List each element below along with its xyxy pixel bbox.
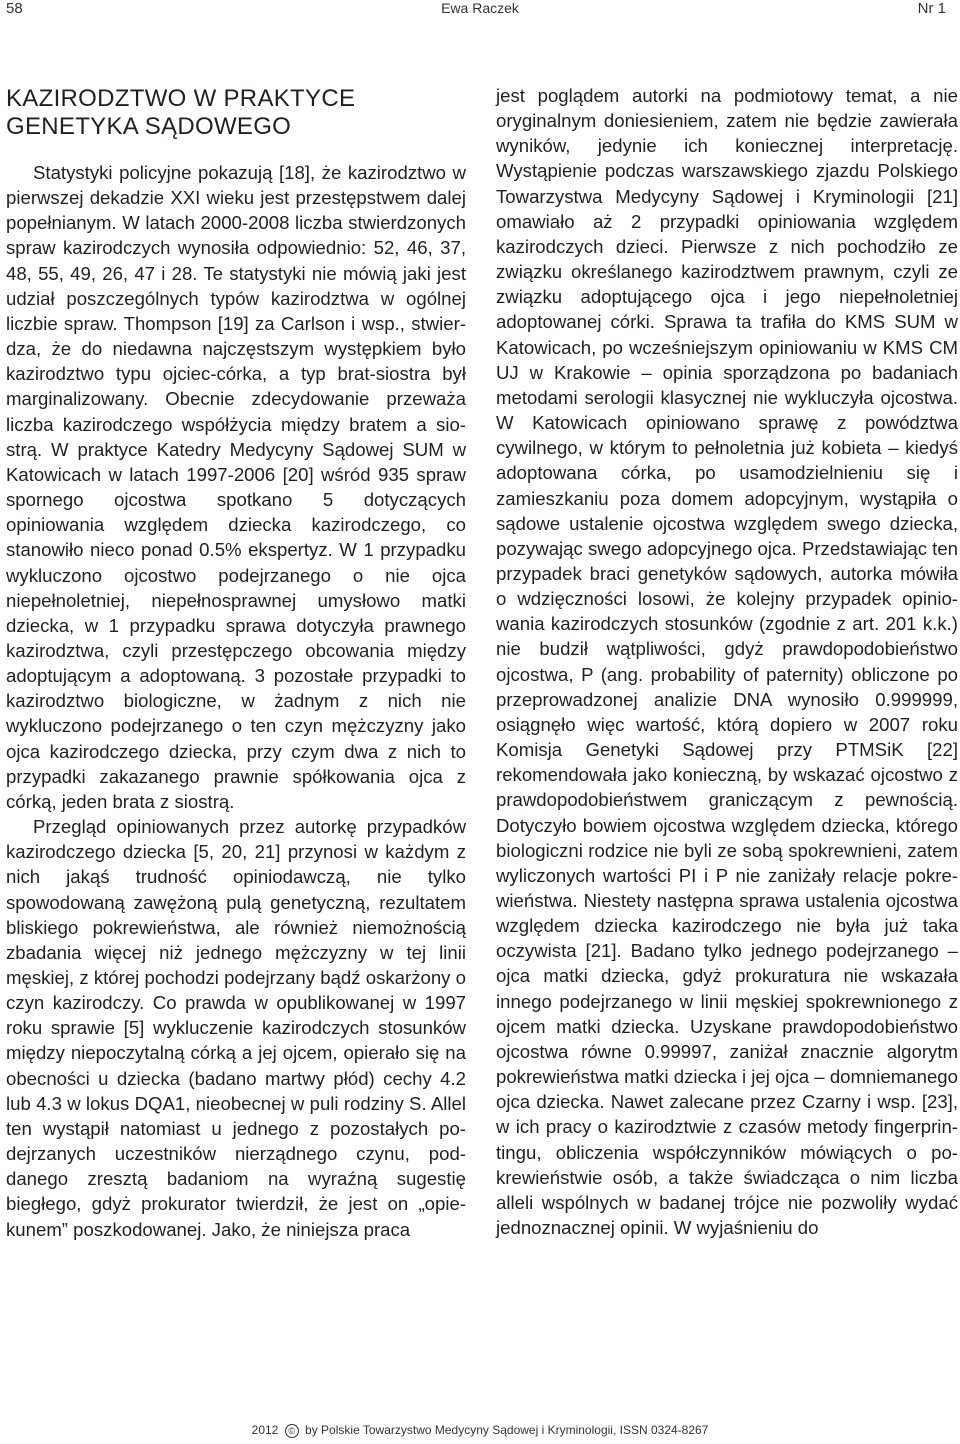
page-number: 58 <box>6 0 23 17</box>
left-column <box>6 85 466 1242</box>
page-header <box>0 0 960 22</box>
right-paragraph-1: jest poglądem autorki na podmiotowy temat, a nie oryginalnym doniesieniem, zatem nie będzie zawierała wyników, jedynie ich koniecznej interpretację. Wystąpienie podczas warszawskiego zjazdu Polskiego Towarzystwa Medycyny Sądowej i Kryminologii [21] omawiało aż 2 przypadki opiniowania względem kazirodczych dzieci. Pierwsze z nich pochodziło ze związku określanego kazirodztwem prawnym, czyli ze związku adoptującego ojca i jego niepełnoletniej adoptowanej córki. Sprawa ta trafiła do KMS SUM w Katowicach, po wcześniejszym opiniowaniu w KMS CM UJ w Krakowie – opinia sporządzona po badaniach metodami serologii klasycznej nie wykluczyła ojcostwa. W Katowicach opiniowano sprawę z powództwa cywilnego, w którym to pełnoletnia już kobieta – kiedyś adoptowana córka, po usamodzielnieniu się i zamieszkaniu poza domem adopcyjnym, wystąpiła o sądowe ustalenie ojcostwa względem swego dziecka, pozywając swego adopcyjnego ojca. Przedstawiając ten przypadek braci genetyków sądowych, autorka mówiła o wdzięczności losowi, że kolejny przypadek opiniowania kazirodczych stosunków (zgodnie z art. 201 k.k.) nie budził wątpliwości, gdyż prawdopodobieństwo ojcostwa, P (ang. probability of paternity) obliczone po przeprowadzonej analizie DNA wynosiło 0.999999, osiągnęło więc wartość, którą dopiero w 2007 roku Komisja Genetyki Sądowej przy PTMSiK [22] rekomendowała jako konieczną, by wskazać ojcostwo z prawdopodobieństwem graniczącym z pewnością. Dotyczyło bowiem ojcostwa względem dziecka, którego biologiczni rodzice nie byli ze sobą spokrewnieni, zatem wyliczonych wartości PI i P nie zaniżały relacje pokrewieństwa. Niestety następna sprawa ustalenia ojcostwa względem dziecka kazirodczego nie była już taka oczywista [21]. Badano tylko jednego podejrzanego – ojca matki dziecka, gdyż prokuratura nie wskazała innego podejrzanego w linii męskiej spokrewnionego z ojcem matki dziecka. Uzyskane prawdopodobieństwo ojcostwa równe 0.99997, zaniżał znacznie algorytm pokrewieństwa matki dziecka i jej ojca – domniemanego ojca dziecka. Nawet zalecane przez Czarny i wsp. [23], w ich pracy o kazirodztwie z czasów metody fingerprintingu, obliczenia współczynników mówiących o pokrewieństwie osób, a także świadcząca o nim liczba alleli wspólnych w badanej trójce nie pozwoliły wydać jednoznacznej opinii. W wyjaśnieniu do <box>496 85 959 1239</box>
left-paragraph-1: Statystyki policyjne pokazują [18], że kazirodztwo w pierwszej dekadzie XXI wieku jest przestępstwem dalej popełnianym. W latach 2000-2008 liczba stwierdzonych spraw kazirodczych wynosiła odpowiednio: 52, 46, 37, 48, 55, 49, 26, 47 i 28. Te statystyki nie mówią jaki jest udział poszczególnych typów kazirodztwa w ogólnej liczbie spraw. Thompson [19] za Carlson i wsp., stwierdza, że do niedawna najczęstszym występkiem było kazirodztwo typu ojciec-córka, a typ brat-siostra był marginalizowany. Obecnie zdecydowanie przeważa liczba kazirodczego współżycia między bratem a siostrą. W praktyce Katedry Medycyny Sądowej SUM w Katowicach w latach 1997-2006 [20] wśród 935 spraw spornego ojcostwa spotkano 5 dotyczących opiniowania względem dziecka kazirodczego, co stanowiło nieco ponad 0.5% ekspertyz. W 1 przypadku wykluczono ojcostwo podejrzanego o nie ojca niepełnoletniej, niepełnosprawnej umysłowo matki dziecka, w 1 przypadku sprawa dotyczyła prawnego kazirodztwa, czyli przestępczego obcowania między adoptującym a adoptowaną. 3 pozostałe przypadki to kazirodztwo biologiczne, w żadnym z nich nie wykluczono podejrzanego o ten czyn mężczyzny jako ojca kazirodczego dziecka, przy czym dwa z nich to przypadki zakazanego prawnie spółkowania ojca z córką, jeden brata z siostrą. <box>6 162 466 812</box>
left-paragraph-2: Przegląd opiniowanych przez autorkę przypadków kazirodczego dziecka [5, 20, 21] przynosi w każdym z nich jakąś trudność opiniodawczą, nie tylko spowodowaną zawężoną pulą genetyczną, rezultatem bliskiego pokrewieństwa, ale również niemożnością zbadania więcej niż jednego mężczyzny w tej linii męskiej, z której pochodzi podejrzany bądź oskarżony o czyn kazirodczy. Co prawda w opublikowanej w 1997 roku sprawie [5] wykluczenie kazirodczych stosunków między niepoczytalną córką a jej ojcem, opierało się na obecności u dziecka (badano martwy płód) cechy 4.2 lub 4.3 w lokus DQA1, nieobecnej w puli rodziny S. Allel ten wystąpił natomiast u jednego z pozostałych podejrzanych uczestników nierządnego czynu, poddanego zresztą badaniom na wyraźną sugestię biegłego, gdyż prokurator twierdził, że jest on „opiekunem” poszkodowanej. Jako, że niniejsza praca <box>6 816 466 1240</box>
page-footer <box>0 1423 960 1438</box>
copyright-icon: © <box>285 1424 299 1438</box>
right-column <box>496 83 958 1240</box>
footer-year: 2012 <box>251 1423 279 1438</box>
section-title <box>6 85 466 141</box>
issue-number: Nr 1 <box>917 0 946 17</box>
running-author: Ewa Raczek <box>441 0 519 16</box>
footer-copyright-text: by Polskie Towarzystwo Medycyny Sądowej i Kryminologii, ISSN 0324-8267 <box>305 1423 709 1438</box>
section-title-line-2: GENETYKA SĄDOWEGO <box>6 113 292 140</box>
section-title-line-1: KAZIRODZTWO W PRAKTYCE <box>6 85 356 112</box>
